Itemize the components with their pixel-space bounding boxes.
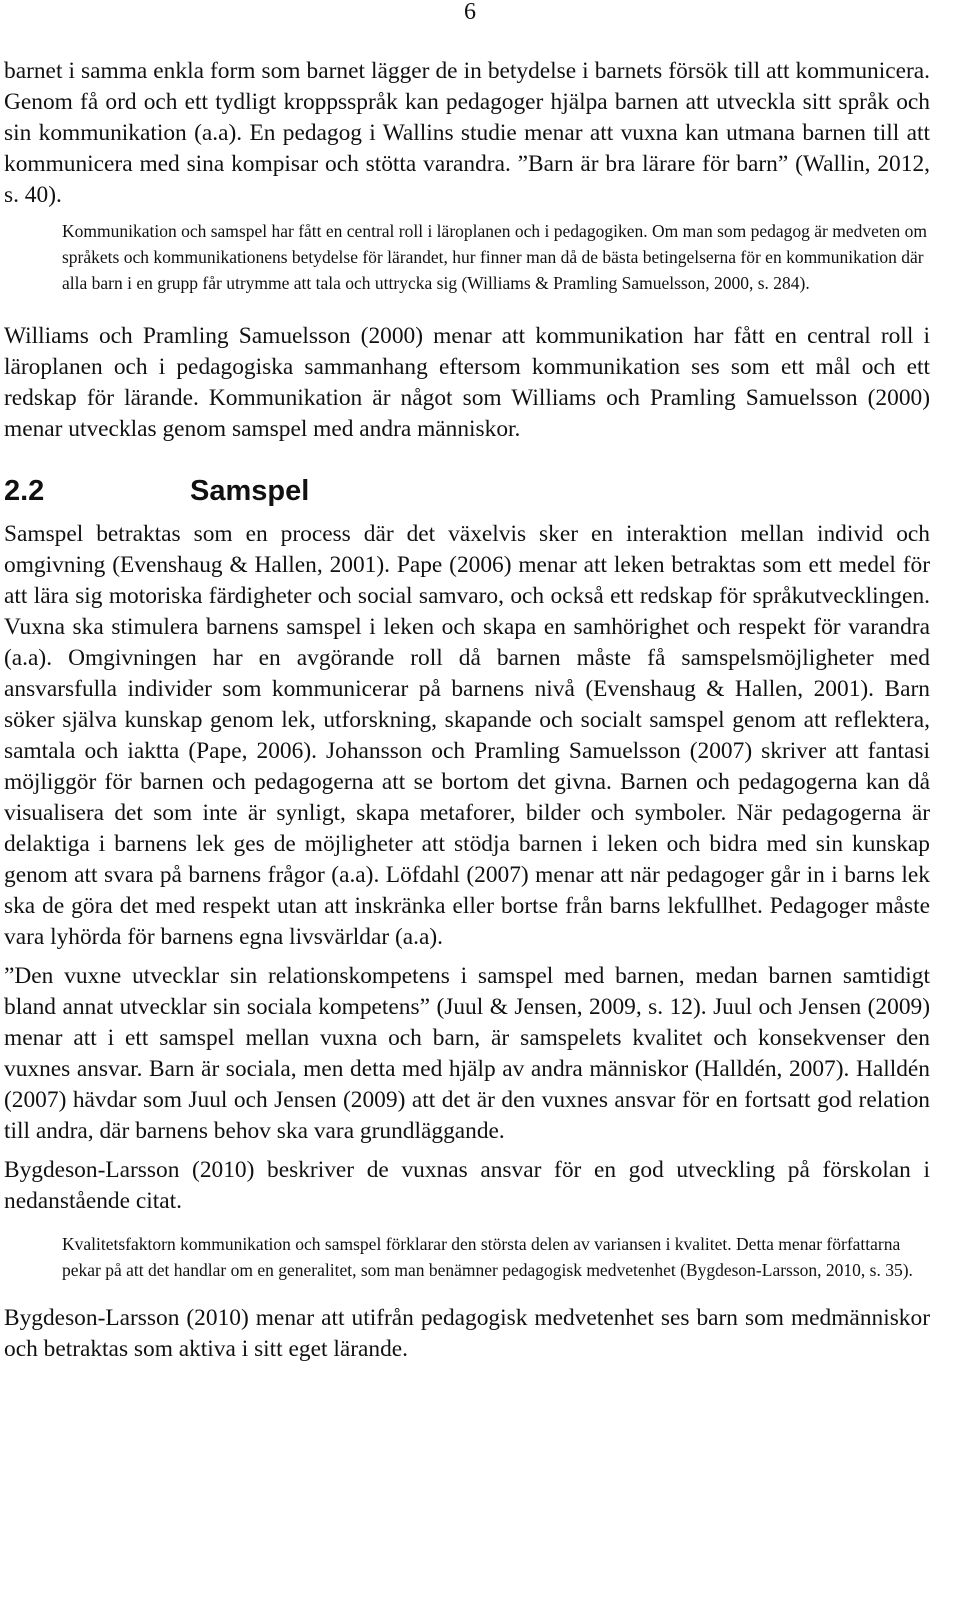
paragraph-bygdeson-conclusion: Bygdeson-Larsson (2010) menar att utifrån pedagogisk medvetenhet ses barn som medmänniskor och betraktas som aktiva i sitt eget lärande. <box>4 1305 930 1362</box>
block-quote-bygdeson: Kvalitetsfaktorn kommunikation och samspel förklarar den största delen av variansen i kvalitet. Detta menar författarna pekar på att det handlar om en generalitet, som man benämner pedagogisk medvetenhet (Bygdeson-Larsson, 2010, s. 35). <box>62 1234 913 1280</box>
paragraph-williams: Williams och Pramling Samuelsson (2000) menar att kommunikation har fått en central roll i läroplanen och i pedagogiska sammanhang eftersom kommunikation ses som ett mål och ett redskap för lärande. Kommunikation är något som Williams och Pramling Samuelsson (2000) menar utvecklas genom samspel med andra människor. <box>4 323 930 442</box>
section-title: Samspel <box>190 475 310 507</box>
paragraph-bygdeson-intro: Bygdeson-Larsson (2010) beskriver de vuxnas ansvar för en god utveckling på förskolan i nedanstående citat. <box>4 1157 930 1214</box>
section-number: 2.2 <box>4 475 45 507</box>
paragraph-samspel: Samspel betraktas som en process där det växelvis sker en interaktion mellan individ och omgivning (Evenshaug & Hallen, 2001). Pape (2006) menar att leken betraktas som ett medel för att lära sig motoriska färdigheter och social samvaro, och också ett redskap för språkutvecklingen. Vuxna ska stimulera barnens samspel i leken och skapa en samhörighet och respekt för varandra (a.a). Omgivningen har en avgörande roll då barnen måste få samspelsmöjligheter med ansvarsfulla individer som kommunicerar på barnens nivå (Evenshaug & Hallen, 2001). Barn söker själva kunskap genom lek, utforskning, skapande och socialt samspel genom att reflektera, samtala och iaktta (Pape, 2006). Johansson och Pramling Samuelsson (2007) skriver att fantasi möjliggör för barnen och pedagogerna att se bortom det givna. Barnen och pedagogerna kan då visualisera det som inte är synligt, skapa metaforer, bilder och symboler. När pedagogerna är delaktiga i barnens lek ges de möjligheter att stödja barnen i leken och bidra med sin kunskap genom att svara på barnens frågor (a.a). Löfdahl (2007) menar att när pedagoger går in i barns lek ska de göra det med respekt utan att inskränka eller bortse från barns lekfullhet. Pedagoger måste vara lyhörda för barnens egna livsvärldar (a.a). <box>4 521 930 950</box>
page-number: 6 <box>464 0 476 25</box>
block-quote-williams: Kommunikation och samspel har fått en central roll i läroplanen och i pedagogiken. Om man som pedagog är medveten om språkets och kommunikationens betydelse för lärandet, hur finner man då de bästa betingelserna för en kommunikation där alla barn i en grupp får utrymme att tala och uttrycka sig (Williams & Pramling Samuelsson, 2000, s. 284). <box>62 221 928 293</box>
document-body <box>4 56 930 1365</box>
section-heading <box>4 471 930 513</box>
paragraph-communication-intro: barnet i samma enkla form som barnet lägger de in betydelse i barnets försök till att kommunicera. Genom få ord och ett tydligt kroppsspråk kan pedagoger hjälpa barnen att utveckla sitt språk och sin kommunikation (a.a). En pedagog i Wallins studie menar att vuxna kan utmana barnen till att kommunicera med sina kompisar och stötta varandra. ”Barn är bra lärare för barn” (Wallin, 2012, s. 40). <box>4 58 930 208</box>
paragraph-juul-jensen: ”Den vuxne utvecklar sin relationskompetens i samspel med barnen, medan barnen samtidigt bland annat utvecklar sin sociala kompetens” (Juul & Jensen, 2009, s. 12). Juul och Jensen (2009) menar att i ett samspel mellan vuxna och barn, är samspelets kvalitet och konsekvenser den vuxnes ansvar. Barn är sociala, men detta med hjälp av andra människor (Halldén, 2007). Halldén (2007) hävdar som Juul och Jensen (2009) att det är den vuxnes ansvar för en fortsatt god relation till andra, där barnens behov ska vara grundläggande. <box>4 963 930 1144</box>
